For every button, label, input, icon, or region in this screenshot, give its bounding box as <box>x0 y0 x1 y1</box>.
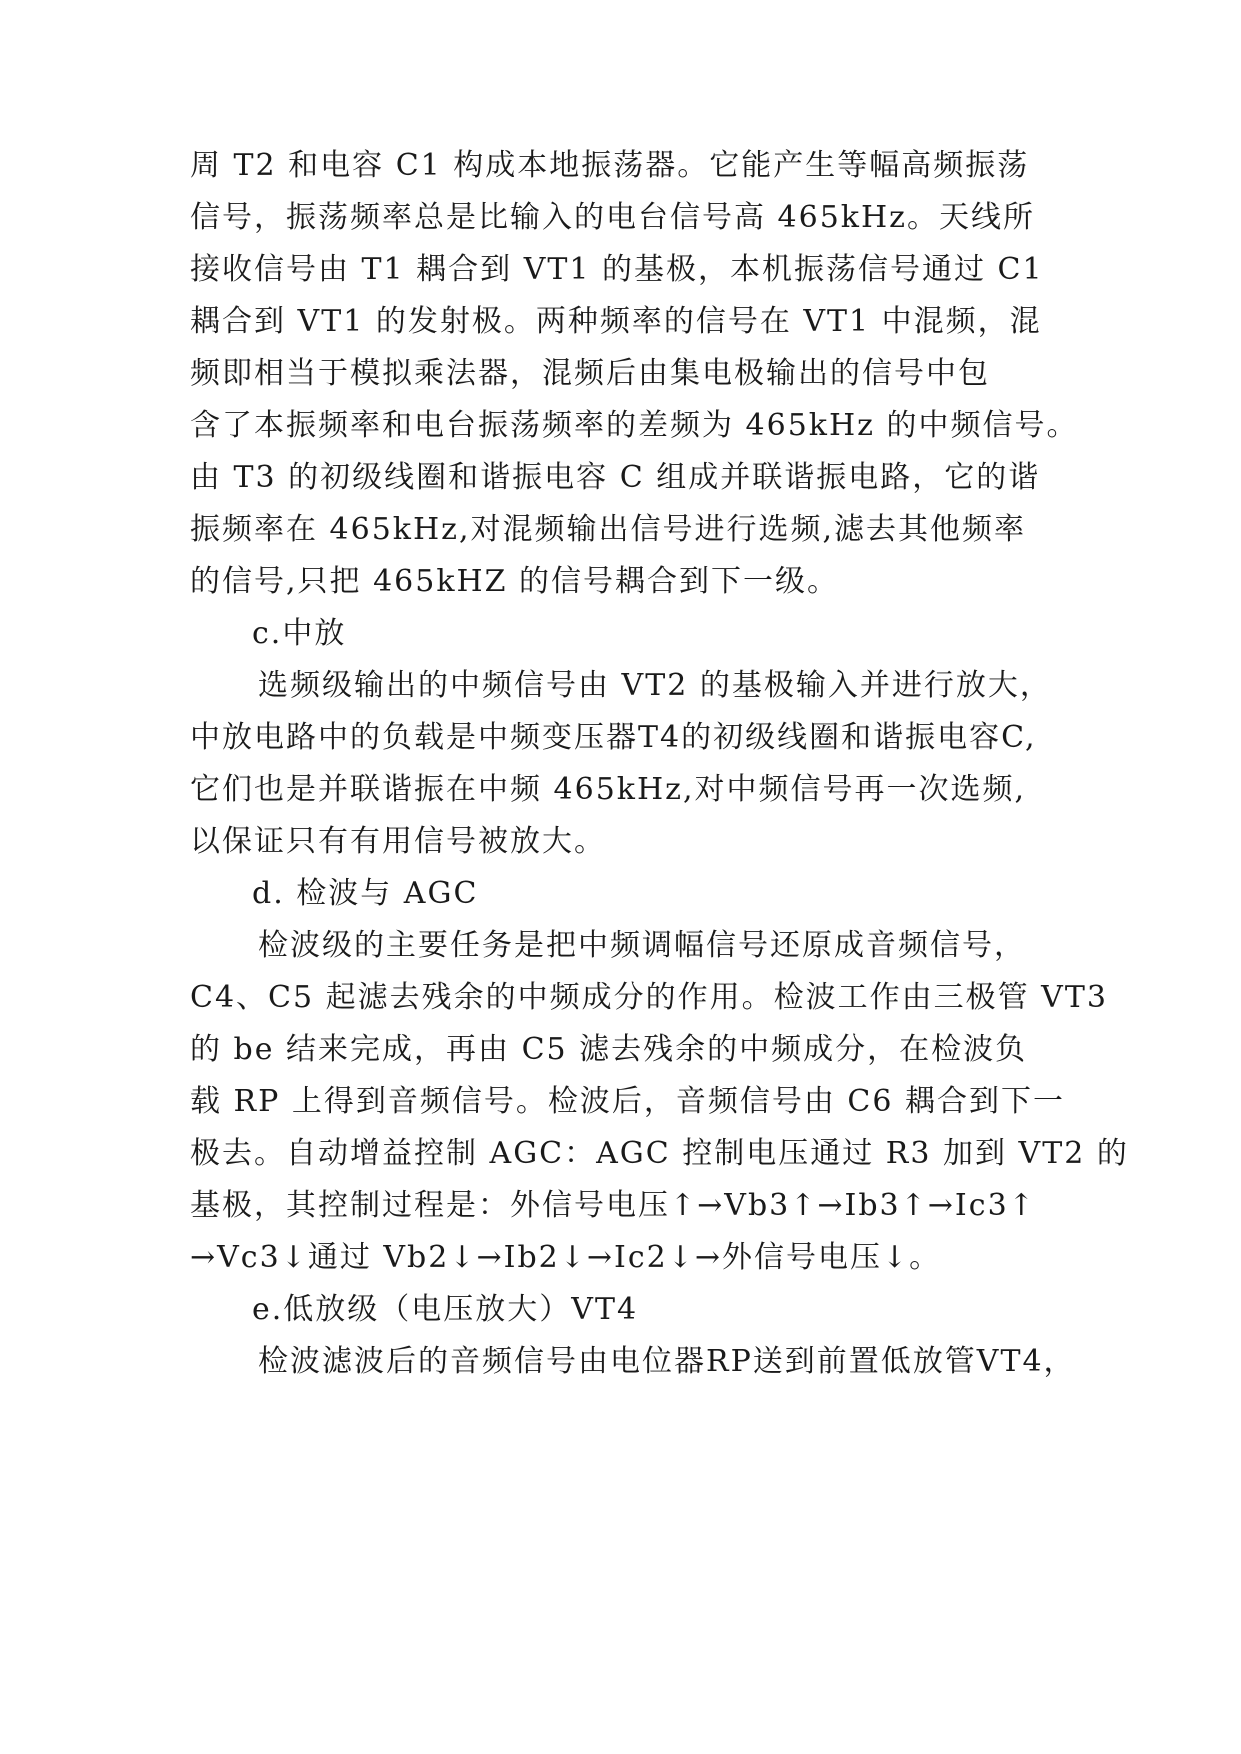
section-heading: c.中放 <box>252 616 347 651</box>
text-line: C4、C5 起滤去残余的中频成分的作用。检波工作由三极管 VT3 <box>190 980 1108 1015</box>
text-line: 极去。自动增益控制 AGC：AGC 控制电压通过 R3 加到 VT2 的 <box>190 1136 1129 1171</box>
text-line: →Vc3↓通过 Vb2↓→Ib2↓→Ic2↓→外信号电压↓。 <box>190 1240 942 1275</box>
text-line: 频即相当于模拟乘法器，混频后由集电极输出的信号中包 <box>190 356 990 391</box>
text-line: 由 T3 的初级线圈和谐振电容 C 组成并联谐振电路，它的谐 <box>190 460 1041 495</box>
text-line: 的信号,只把 465kHZ 的信号耦合到下一级。 <box>190 564 840 599</box>
text-line: 接收信号由 T1 耦合到 VT1 的基极，本机振荡信号通过 C1 <box>190 252 1044 287</box>
text-line: 含了本振频率和电台振荡频率的差频为 465kHz 的中频信号。 <box>190 408 1079 443</box>
text-line: 以保证只有有用信号被放大。 <box>190 824 606 859</box>
text-line: 中放电路中的负载是中频变压器T4的初级线圈和谐振电容C, <box>190 720 1037 755</box>
paragraph-first-line: 检波滤波后的音频信号由电位器RP送到前置低放管VT4， <box>258 1344 1076 1379</box>
paragraph-first-line: 检波级的主要任务是把中频调幅信号还原成音频信号， <box>258 928 1026 963</box>
text-line: 载 RP 上得到音频信号。检波后，音频信号由 C6 耦合到下一 <box>190 1084 1065 1119</box>
text-line: 基极，其控制过程是：外信号电压↑→Vb3↑→Ib3↑→Ic3↑ <box>190 1188 1036 1223</box>
text-line: 耦合到 VT1 的发射极。两种频率的信号在 VT1 中混频，混 <box>190 304 1042 339</box>
text-line: 振频率在 465kHz,对混频输出信号进行选频,滤去其他频率 <box>190 512 1027 547</box>
text-line: 信号，振荡频率总是比输入的电台信号高 465kHz。天线所 <box>190 200 1035 235</box>
text-line: 周 T2 和电容 C1 构成本地振荡器。它能产生等幅高频振荡 <box>190 148 1030 183</box>
paragraph-first-line: 选频级输出的中频信号由 VT2 的基极输入并进行放大， <box>258 668 1052 703</box>
text-line: 的 be 结来完成，再由 C5 滤去残余的中频成分，在检波负 <box>190 1032 1028 1067</box>
text-line: 它们也是并联谐振在中频 465kHz,对中频信号再一次选频, <box>190 772 1027 807</box>
section-heading: d. 检波与 AGC <box>252 876 479 911</box>
section-heading: e.低放级（电压放大）VT4 <box>252 1292 639 1327</box>
